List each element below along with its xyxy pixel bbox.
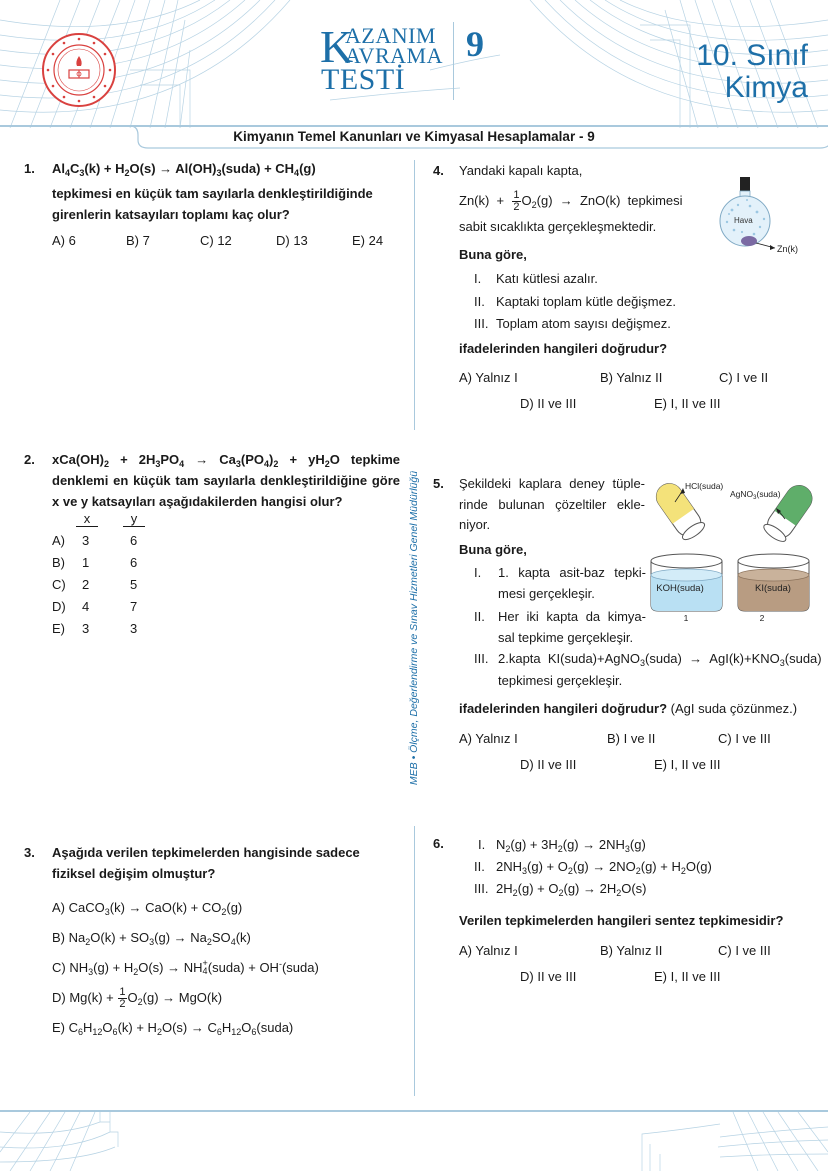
- meb-seal-icon: [41, 32, 117, 108]
- option-d[interactable]: D) 4 7: [52, 599, 138, 614]
- q3-options: [52, 893, 319, 1043]
- brand-line-kavrama: AVRAMA: [345, 43, 443, 68]
- option-c[interactable]: C) 2 5: [52, 577, 138, 592]
- option-a[interactable]: A) Yalnız I: [459, 731, 518, 746]
- q5-note: (AgI suda çözünmez.): [670, 701, 798, 716]
- option-e[interactable]: E) I, II ve III: [654, 969, 721, 984]
- option-e[interactable]: E) 3 3: [52, 621, 138, 636]
- q5-beakers-figure: [650, 475, 820, 625]
- option-d[interactable]: D) 13: [276, 233, 308, 248]
- beaker1-label: KOH(suda): [656, 583, 704, 594]
- reaction-3: III. $2H_2(g) + O_2(g) \to 2H_2O(s)$: [474, 881, 647, 898]
- option-e[interactable]: E) 24: [352, 233, 384, 248]
- option-a[interactable]: A) Yalnız I: [459, 943, 518, 958]
- q4-equation-tail: sabit sıcaklıkta gerçekleşmektedir.: [459, 219, 657, 234]
- q4-options: [459, 370, 819, 414]
- option-c[interactable]: C) I ve III: [718, 943, 771, 958]
- q3-stem: Aşağıda verilen tepkimelerden hangisinde sadece fiziksel değişim olmuştur?: [52, 845, 360, 881]
- q4-question: ifadelerinden hangileri doğrudur?: [459, 341, 668, 356]
- question-number: 5.: [433, 476, 444, 491]
- option-d[interactable]: D) Mg(k) + $\frac{1}{2}$ $O_2(g) \to MgO(k)$: [52, 986, 223, 1011]
- test-number: 9: [466, 24, 484, 64]
- subject-label: Kimya: [724, 71, 808, 104]
- side-credit-text: MEB • Ölçme, Değerlendirme ve Sınav Hizmetleri Genel Müdürlüğü: [408, 470, 420, 786]
- q4-equation: Zn(k) + $\frac{1}{2}$ $O_2(g) \to ZnO(k)$ tepkimesi: [459, 189, 683, 214]
- q1-options: [52, 233, 402, 248]
- option-c[interactable]: C) $NH_3(g) + H_2O(s) \to NH+$ 4(suda) + OH-(suda): [52, 958, 319, 977]
- q5-stem: Şekildeki kaplara deney tüple- rinde bulunan çözeltiler ekle- niyor.: [459, 476, 645, 532]
- option-a[interactable]: A) Yalnız I: [459, 370, 518, 385]
- q1-equation: $Al_4C_3(k) + H_2O(s)$ → $Al(OH)_3(suda) + CH_4(g)$: [52, 161, 316, 178]
- question-number: 2.: [24, 452, 35, 467]
- q5-lead: Buna göre,: [459, 542, 527, 557]
- q6-options: [459, 943, 819, 987]
- question-number: 6.: [433, 836, 444, 851]
- q1-stem: tepkimesi en küçük tam sayılarla denkleştirildiğinde girenlerin katsayıları toplamı kaç olur?: [52, 186, 373, 222]
- option-a[interactable]: A) 3 6: [52, 533, 138, 548]
- statement-2: II. Kaptaki toplam kütle değişmez.: [474, 293, 676, 309]
- statement-1: I. 1. kapta asit-baz tepki- mesi gerçekleşir.: [474, 565, 646, 601]
- option-d[interactable]: D) II ve III: [520, 969, 577, 984]
- option-a[interactable]: A) 6: [52, 233, 76, 248]
- option-c[interactable]: C) I ve III: [718, 731, 771, 746]
- statement-3: III. Toplam atom sayısı değişmez.: [474, 316, 671, 331]
- q2-stem: $xCa(OH)_2 + 2H_3PO_4 \to Ca_3(PO_4)_2 + yH_2O$ tepkime denklemi en küçük tam sayılarla denkleştirildiğine göre x ve y katsayıları aşağıdakilerden hangisi olur?: [52, 452, 401, 509]
- page-subtitle: Kimyanın Temel Kanunları ve Kimyasal Hesaplamalar - 9: [233, 129, 595, 144]
- q5-options: [459, 731, 819, 775]
- reaction-2: II. $2NH_3(g) + O_2(g) \to 2NO_2(g) + H_2O(g)$: [474, 859, 712, 876]
- tube1-label: HCl(suda): [685, 481, 724, 491]
- statement-3: III. 2.kapta KI(suda)+AgNO$_3$(suda) → $AgI(k)+KNO_3(suda)$ tepkimesi gerçekleşir.: [474, 651, 822, 688]
- q6-reactions: [474, 834, 712, 900]
- option-b[interactable]: B) 7: [126, 233, 150, 248]
- statement-1: I. Katı kütlesi azalır.: [474, 271, 598, 286]
- option-c[interactable]: C) I ve II: [719, 370, 769, 385]
- beaker1-number: 1: [683, 613, 689, 623]
- tube2-label: AgNO$_3$(suda): [730, 489, 781, 501]
- reaction-1: I. $N_2(g) + 3H_2(g) \to 2NH_3(g)$: [478, 837, 646, 854]
- q4-lead: Buna göre,: [459, 247, 527, 262]
- q4-flask-figure: [712, 172, 822, 262]
- option-e[interactable]: E) $C_6H_{12}O_6(k) + H_2O(s)$ → $C_6H_{12}O_6(suda)$: [52, 1020, 294, 1037]
- q6-question: Verilen tepkimelerden hangileri sentez tepkimesidir?: [459, 913, 784, 928]
- q5-question: ifadelerinden hangileri doğrudur? (AgI suda çözünmez.): [459, 701, 798, 716]
- q4-intro: Yandaki kapalı kapta,: [459, 163, 583, 178]
- option-b[interactable]: B) 1 6: [52, 555, 138, 570]
- q4-statements: [474, 268, 676, 336]
- beaker2-label: KI(suda): [755, 583, 791, 594]
- q5-statements-1-2: [474, 563, 646, 648]
- question-number: 3.: [24, 845, 35, 860]
- column-header-x: x: [76, 512, 98, 527]
- statement-2: II. Her iki kapta da kimya- sal tepkime gerçekleşir.: [474, 609, 646, 645]
- brand-divider: [453, 22, 454, 100]
- option-c[interactable]: C) 12: [200, 233, 232, 248]
- brand-k-letter: K: [320, 21, 354, 72]
- question-number: 4.: [433, 163, 444, 178]
- brand-line-testi: TESTİ: [321, 63, 406, 96]
- option-e[interactable]: E) I, II ve III: [654, 396, 721, 411]
- option-d[interactable]: D) II ve III: [520, 757, 577, 772]
- flask-solid-label: Zn(k): [777, 244, 798, 254]
- column-divider-top: [414, 160, 415, 430]
- column-divider-bottom: [414, 826, 415, 1096]
- column-header-y: y: [123, 512, 145, 527]
- option-e[interactable]: E) I, II ve III: [654, 757, 721, 772]
- question-number: 1.: [24, 161, 35, 176]
- footer-wave-pattern: [0, 1112, 828, 1171]
- option-a[interactable]: A) CaCO$_3$(k) → $CaO(k) + CO_2(g)$: [52, 900, 243, 917]
- brand-line-kazanim: AZANIM: [345, 23, 436, 48]
- option-b[interactable]: B) Yalnız II: [600, 370, 663, 385]
- option-b[interactable]: B) $Na_2O(k) + SO_3(g) \to Na_2SO_4(k)$: [52, 930, 251, 947]
- grade-subject-title: [696, 40, 808, 104]
- option-b[interactable]: B) I ve II: [607, 731, 656, 746]
- option-d[interactable]: D) II ve III: [520, 396, 577, 411]
- beaker2-number: 2: [759, 613, 765, 623]
- question-1: [24, 161, 35, 176]
- grade-label: 10. Sınıf: [696, 39, 808, 72]
- option-b[interactable]: B) Yalnız II: [600, 943, 663, 958]
- flask-gas-label: Hava: [734, 216, 753, 225]
